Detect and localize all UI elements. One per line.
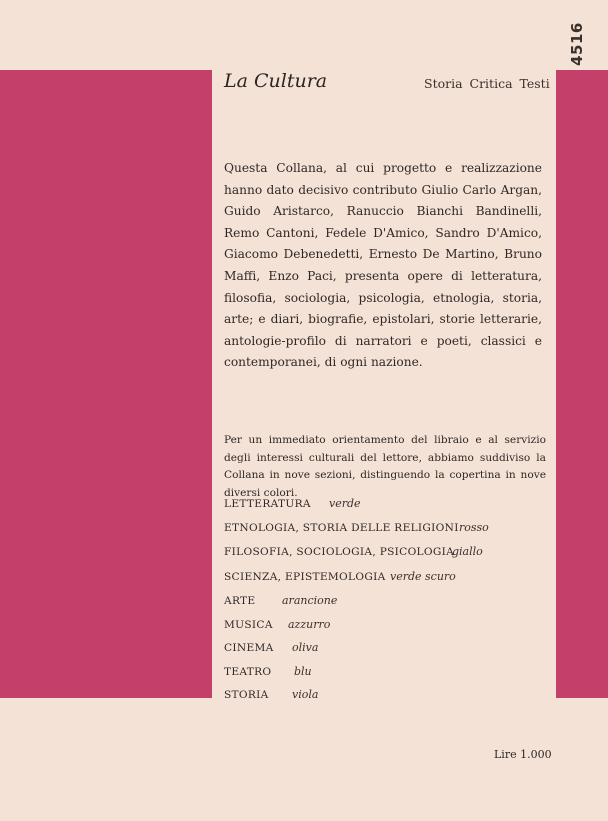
catalog-number-label xyxy=(562,14,592,74)
section-color: blu xyxy=(294,665,312,678)
series-subtitle: Storia Critica Testi xyxy=(424,76,550,91)
price-label: Lire 1.000 xyxy=(494,748,552,761)
section-item-musica xyxy=(224,618,331,631)
section-color: verde xyxy=(329,497,361,510)
section-item-storia xyxy=(224,688,319,701)
section-color: arancione xyxy=(282,594,338,607)
section-color: azzurro xyxy=(288,618,331,631)
section-color: viola xyxy=(292,688,319,701)
section-name: LETTERATURA xyxy=(224,498,311,510)
section-color: rosso xyxy=(459,521,489,534)
section-name: SCIENZA, EPISTEMOLOGIA xyxy=(224,571,386,583)
section-color: giallo xyxy=(452,545,483,558)
section-item-etnologia xyxy=(224,521,489,534)
section-color: oliva xyxy=(292,641,319,654)
section-item-cinema xyxy=(224,641,319,654)
section-name: CINEMA xyxy=(224,642,274,654)
section-item-letteratura xyxy=(224,497,361,510)
section-item-teatro xyxy=(224,665,312,678)
section-name: ETNOLOGIA, STORIA DELLE RELIGIONI xyxy=(224,522,459,534)
section-item-arte xyxy=(224,594,338,607)
catalog-number: 4516 xyxy=(568,22,586,66)
series-title: La Cultura xyxy=(224,70,328,92)
section-item-scienza xyxy=(224,570,456,583)
guide-paragraph: Per un immediato orientamento del libraio e al servizio degli interessi culturali del lettore, abbiamo suddiviso la Collana in nove sezioni, distinguendo la copertina in nove diversi colori. xyxy=(224,434,546,499)
section-name: MUSICA xyxy=(224,619,273,631)
section-name: STORIA xyxy=(224,689,269,701)
right-color-band xyxy=(556,70,608,698)
intro-paragraph: Questa Collana, al cui progetto e realizzazione hanno dato decisivo contributo Giulio Carlo Argan, Guido Aristarco, Ranuccio Bianchi Bandinelli, Remo Cantoni, Fedele D'Amico, Sandro D'Amico, Giacomo Debenedetti, Ernesto De Martino, Bruno Maffi, Enzo Paci, presenta opere di letteratura, filosofia, sociologia, psicologia, etnologia, storia, arte; e diari, biografie, epistolari, storie letterarie, antologie-profilo di narratori e poeti, classici e contemporanei, di ogni nazione. xyxy=(224,161,542,370)
left-color-band xyxy=(0,70,212,698)
section-item-filosofia xyxy=(224,545,483,558)
section-color: verde scuro xyxy=(390,570,456,583)
section-name: FILOSOFIA, SOCIOLOGIA, PSICOLOGIA xyxy=(224,546,455,558)
section-name: ARTE xyxy=(224,595,256,607)
section-name: TEATRO xyxy=(224,666,272,678)
